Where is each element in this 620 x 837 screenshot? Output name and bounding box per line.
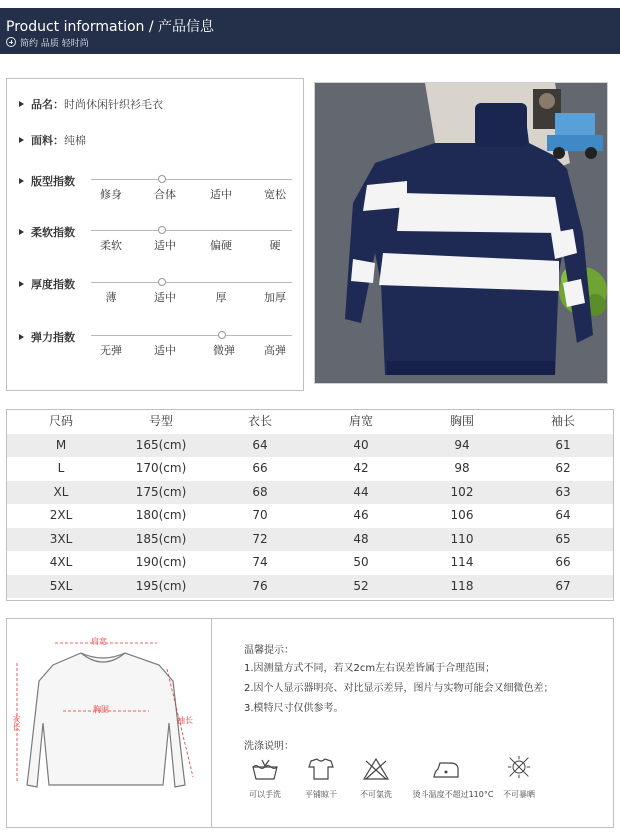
table-cell: 114 xyxy=(450,555,474,569)
index-scale-line xyxy=(91,282,292,283)
table-cell: 44 xyxy=(353,484,369,499)
hand-wash-icon xyxy=(251,757,279,781)
table-cell: 98 xyxy=(454,461,470,475)
index-option: 适中 xyxy=(154,344,176,357)
product-name-label: 品名： xyxy=(31,98,64,111)
table-cell: 52 xyxy=(353,578,369,593)
table-cell: 4XL xyxy=(49,555,73,569)
size-table xyxy=(6,409,614,601)
notes-panel xyxy=(6,618,614,828)
table-cell: 72 xyxy=(252,531,268,546)
table-cell: 175(cm) xyxy=(135,484,187,499)
product-name-row xyxy=(19,96,163,112)
table-cell: 185(cm) xyxy=(135,531,187,546)
table-cell: L xyxy=(57,461,65,475)
table-cell: 110 xyxy=(450,531,474,546)
table-row xyxy=(7,575,613,599)
table-row xyxy=(7,481,613,505)
plus-circle-icon xyxy=(6,37,16,47)
table-cell: 63 xyxy=(555,484,571,499)
table-cell: 68 xyxy=(252,484,268,499)
table-header: 衣长 xyxy=(247,414,273,428)
index-option: 合体 xyxy=(154,188,176,201)
table-cell: 64 xyxy=(252,437,268,452)
triangle-bullet-icon xyxy=(19,334,24,340)
index-scale-line xyxy=(91,179,292,180)
material-label: 面料： xyxy=(31,134,64,147)
table-cell: 66 xyxy=(252,461,268,475)
index-option: 适中 xyxy=(210,188,232,201)
iron-icon xyxy=(432,757,460,781)
index-label: 厚度指数 xyxy=(31,278,75,291)
index-option: 适中 xyxy=(154,239,176,252)
table-cell: 170(cm) xyxy=(135,461,187,475)
index-option: 无弹 xyxy=(100,344,122,357)
table-cell: 5XL xyxy=(49,578,73,593)
index-option: 宽松 xyxy=(264,188,286,201)
index-option: 高弹 xyxy=(264,344,286,357)
index-option: 适中 xyxy=(154,291,176,304)
table-cell: 74 xyxy=(252,555,268,569)
index-option: 薄 xyxy=(105,291,117,304)
table-cell: 106 xyxy=(450,508,474,522)
index-row-elasticity xyxy=(19,329,75,345)
table-cell: XL xyxy=(53,484,69,499)
header-banner xyxy=(0,8,620,54)
table-cell: 70 xyxy=(252,508,268,522)
table-cell: 180(cm) xyxy=(135,508,187,522)
product-info-panel xyxy=(6,78,304,391)
care-label: 烫斗温度不超过110°C xyxy=(412,790,494,799)
table-cell: 46 xyxy=(353,508,369,522)
index-selected-dot xyxy=(158,175,166,183)
flat-dry-icon xyxy=(307,757,335,781)
index-option: 厚 xyxy=(215,291,227,304)
index-option: 微弹 xyxy=(213,344,235,357)
tip-line: 1.因测量方式不同，若又2cm左右误差皆属于合理范围； xyxy=(244,663,496,674)
table-header: 号型 xyxy=(148,414,174,428)
index-label: 弹力指数 xyxy=(31,331,75,344)
header-subtitle-text: 简约 品质 轻时尚 xyxy=(20,39,89,49)
table-cell: 94 xyxy=(454,437,470,452)
table-cell: 64 xyxy=(555,508,571,522)
tip-line: 2.因个人显示器明亮、对比显示差异，图片与实物可能会又细微色差； xyxy=(244,683,554,694)
table-header-row xyxy=(7,410,613,434)
header-title: Product information / 产品信息 xyxy=(6,19,215,35)
index-scale-line xyxy=(91,230,292,231)
table-row xyxy=(7,528,613,552)
index-scale-line xyxy=(91,335,292,336)
table-cell: 3XL xyxy=(49,531,73,546)
table-cell: 40 xyxy=(353,437,369,452)
table-cell: 2XL xyxy=(49,508,73,522)
triangle-bullet-icon xyxy=(19,178,24,184)
product-photo xyxy=(314,82,608,384)
table-row xyxy=(7,457,613,481)
table-cell: 66 xyxy=(555,555,571,569)
no-bleach-icon xyxy=(362,757,390,781)
index-row-softness xyxy=(19,224,75,240)
table-cell: M xyxy=(55,437,67,452)
index-label: 柔软指数 xyxy=(31,226,75,239)
sweater-photo-illustration xyxy=(315,83,607,383)
care-label: 不可暴晒 xyxy=(503,790,535,799)
table-cell: 61 xyxy=(555,437,571,452)
table-cell: 62 xyxy=(555,461,571,475)
index-selected-dot xyxy=(158,226,166,234)
table-cell: 190(cm) xyxy=(135,555,187,569)
index-option: 偏硬 xyxy=(210,239,232,252)
table-cell: 165(cm) xyxy=(135,437,187,452)
table-cell: 76 xyxy=(252,578,268,593)
no-tumble-dry-icon xyxy=(505,755,533,779)
table-cell: 65 xyxy=(555,531,571,546)
product-name-value: 时尚休闲针织衫毛衣 xyxy=(64,98,163,111)
table-cell: 102 xyxy=(450,484,474,499)
index-row-thickness xyxy=(19,276,75,292)
tip-line: 3.模特尺寸仅供参考。 xyxy=(244,703,344,714)
sleeve-label: 袖长 xyxy=(177,716,193,725)
triangle-bullet-icon xyxy=(19,101,24,107)
triangle-bullet-icon xyxy=(19,229,24,235)
index-option: 加厚 xyxy=(264,291,286,304)
table-cell: 50 xyxy=(353,555,369,569)
table-header: 尺码 xyxy=(48,414,74,428)
index-option: 柔软 xyxy=(100,239,122,252)
index-selected-dot xyxy=(158,278,166,286)
table-row xyxy=(7,504,613,528)
care-label: 可以手洗 xyxy=(249,790,281,799)
care-label: 不可氯洗 xyxy=(360,790,392,799)
care-label: 平铺晾干 xyxy=(305,790,337,799)
chest-label: 胸围 xyxy=(93,705,109,714)
index-selected-dot xyxy=(218,331,226,339)
triangle-bullet-icon xyxy=(19,281,24,287)
table-cell: 42 xyxy=(353,461,369,475)
panel-divider xyxy=(211,619,212,827)
index-label: 版型指数 xyxy=(31,175,75,188)
table-header: 肩宽 xyxy=(348,414,374,428)
table-cell: 67 xyxy=(555,578,571,593)
table-cell: 48 xyxy=(353,531,369,546)
shoulder-label: 肩宽 xyxy=(91,637,107,646)
tips-title: 温馨提示： xyxy=(244,645,294,656)
table-row xyxy=(7,551,613,575)
table-cell: 118 xyxy=(450,578,474,593)
triangle-bullet-icon xyxy=(19,137,24,143)
index-row-fit xyxy=(19,173,75,189)
table-header: 袖长 xyxy=(550,414,576,428)
care-title: 洗涤说明： xyxy=(244,741,294,752)
index-option: 硬 xyxy=(269,239,281,252)
material-value: 纯棉 xyxy=(64,134,86,147)
table-cell: 195(cm) xyxy=(135,578,187,593)
length-label: 衣长 xyxy=(12,715,21,731)
table-row xyxy=(7,434,613,458)
material-row xyxy=(19,132,86,148)
header-subtitle xyxy=(6,36,89,49)
index-option: 修身 xyxy=(100,188,122,201)
table-header: 胸围 xyxy=(449,414,475,428)
